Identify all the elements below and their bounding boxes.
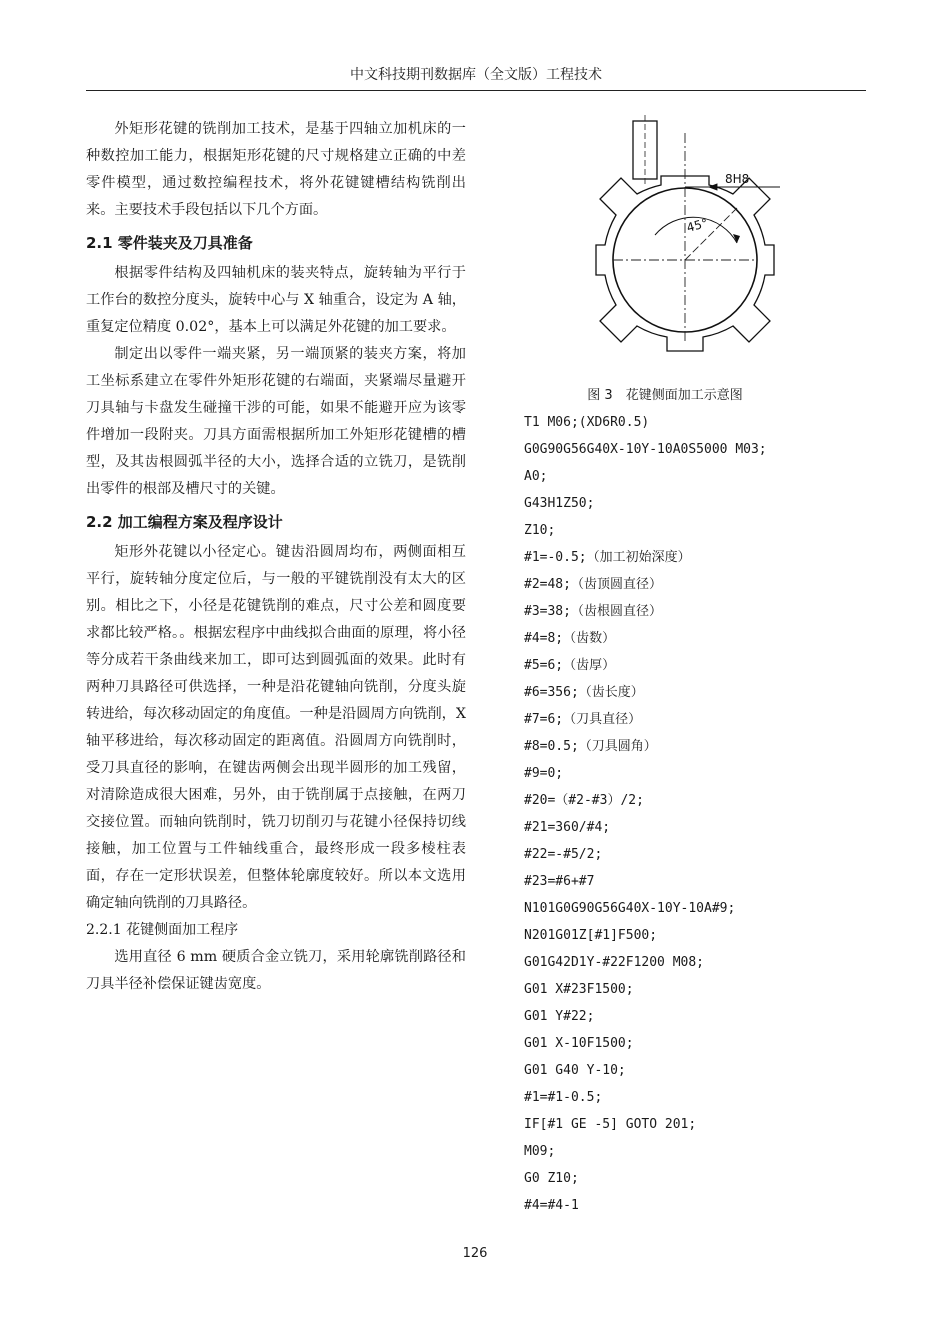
code-line: IF[#1 GE -5] GOTO 201; [524, 1117, 697, 1132]
code-line: G0 Z10; [524, 1171, 579, 1186]
spline-figure [575, 115, 795, 380]
code-line: G01 Y#22; [524, 1009, 595, 1024]
code-line: M09; [524, 1144, 556, 1159]
code-line: G01 G40 Y-10; [524, 1063, 626, 1078]
subsection-heading-2-2-1: 2.2.1 花键侧面加工程序 [86, 922, 239, 938]
code-line: #7=6;（刀具直径） [524, 712, 642, 727]
code-line: G43H1Z50; [524, 496, 595, 511]
code-line: G01G42D1Y-#22F1200 M08; [524, 955, 705, 970]
code-line: #5=6;（齿厚） [524, 658, 616, 673]
code-line: N101G0G90G56G40X-10Y-10A#9; [524, 901, 736, 916]
code-line: #1=-0.5;（加工初始深度） [524, 550, 691, 565]
spline-diagram [575, 115, 795, 380]
code-line: G0G90G56G40X-10Y-10A0S5000 M03; [524, 442, 767, 457]
paragraph-tool-selection: 选用直径 6 mm 硬质合金立铣刀，采用轮廓铣削路径和刀具半径补偿保证键齿宽度。 [86, 949, 466, 992]
paragraph-clamping: 根据零件结构及四轴机床的装夹特点，旋转轴为平行于工作台的数控分度头，旋转中心与 X 轴重合，设定为 A 轴，重复定位精度 0.02°，基本上可以满足外花键的加工要求。 [86, 265, 466, 335]
code-line: #21=360/#4; [524, 820, 611, 835]
code-line: T1 M06;(XD6R0.5) [524, 415, 650, 430]
journal-title: 中文科技期刊数据库（全文版）工程技术 [350, 67, 602, 83]
code-line: G01 X-10F1500; [524, 1036, 634, 1051]
code-line: #23=#6+#7 [524, 874, 595, 889]
code-line: A0; [524, 469, 548, 484]
figure-caption: 图 3 花键侧面加工示意图 [587, 388, 743, 403]
code-line: #9=0; [524, 766, 564, 781]
code-line: #8=0.5;（刀具圆角） [524, 739, 657, 754]
section-heading-2-2: 2.2 加工编程方案及程序设计 [86, 513, 283, 531]
paragraph-fixture-plan: 制定出以零件一端夹紧，另一端顶紧的装夹方案，将加工坐标系建立在零件外矩形花键的右端面，夹紧端尽量避开刀具轴与卡盘发生碰撞干涉的可能，如果不能避开应为该零件增加一段附夹。刀具方面需根据所加工外矩形花键槽的槽型，及其齿根圆弧半径的大小，选择合适的立铣刀，是铣削出零件的根部及槽尺寸的关键。 [86, 346, 466, 497]
angle-label-45: 45° [685, 215, 710, 235]
running-header [86, 64, 866, 91]
angle-line-45 [685, 208, 737, 260]
code-line: N201G01Z[#1]F500; [524, 928, 658, 943]
page-number: 126 [462, 1246, 488, 1261]
code-line: #1=#1-0.5; [524, 1090, 603, 1105]
section-heading-2-1: 2.1 零件装夹及刀具准备 [86, 234, 253, 252]
dimension-label-8h8: 8H8 [725, 172, 750, 186]
code-line: Z10; [524, 523, 556, 538]
code-line: #20=（#2-#3）/2; [524, 793, 644, 808]
left-column [86, 116, 466, 998]
code-line: #6=356;（齿长度） [524, 685, 644, 700]
code-line: #4=8;（齿数） [524, 631, 616, 646]
macro-program-listing [524, 409, 854, 1219]
code-line: #4=#4-1 [524, 1198, 579, 1213]
code-line: G01 X#23F1500; [524, 982, 634, 997]
intro-paragraph: 外矩形花键的铣削加工技术，是基于四轴立加机床的一种数控加工能力，根据矩形花键的尺寸规格建立正确的中差零件模型，通过数控编程技术，将外花键键槽结构铣削出来。主要技术手段包括以下几个方面。 [86, 121, 466, 218]
code-line: #2=48;（齿顶圆直径） [524, 577, 662, 592]
paragraph-programming: 矩形外花键以小径定心。键齿沿圆周均布，两侧面相互平行，旋转轴分度定位后，与一般的平键铣削没有太大的区别。相比之下，小径是花键铣削的难点，尺寸公差和圆度要求都比较严格。。根据宏程序中曲线拟合曲面的原理，将小径等分成若干条曲线来加工，即可达到圆弧面的效果。此时有两种刀具路径可供选择，一种是沿花键轴向铣削，分度头旋转进给，每次移动固定的角度值。一种是沿圆周方向铣削，X 轴平移进给，每次移动固定的距离值。沿圆周方向铣削时，受刀具直径的影响，在键齿两侧会出现半圆形的加工残留，对清除造成很大困难，另外，由于铣削属于点接触，在两刀交接位置。而轴向铣削时，铣刀切削刃与花键小径保持切线接触，加工位置与工件轴线重合，最终形成一段多棱柱表面，存在一定形状误差，但整体轮廓度较好。所以本文选用确定轴向铣削的刀具路径。 [86, 544, 466, 911]
code-line: #22=-#5/2; [524, 847, 603, 862]
code-line: #3=38;（齿根圆直径） [524, 604, 662, 619]
